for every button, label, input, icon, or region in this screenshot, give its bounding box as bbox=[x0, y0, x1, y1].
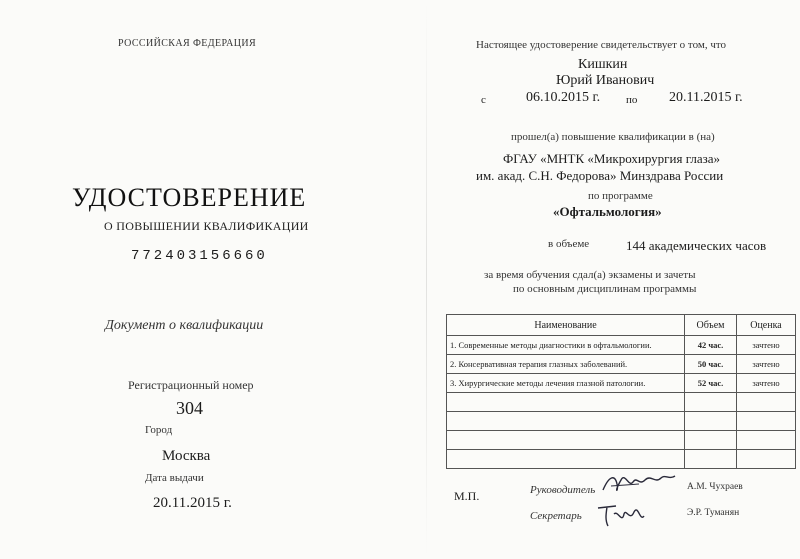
table-row-empty bbox=[447, 450, 796, 469]
volume-value: 144 академических часов bbox=[626, 238, 767, 253]
certificate-number: 772403156660 bbox=[131, 248, 268, 264]
discipline-grade: зачтено bbox=[737, 355, 796, 374]
table-header-row bbox=[447, 315, 796, 336]
exams-text-line-1: за время обучения сдал(а) экзамены и зачеты bbox=[484, 269, 696, 281]
organization-line-2: им. акад. С.Н. Федорова» Минздрава России bbox=[476, 168, 724, 183]
registration-number: 304 bbox=[176, 398, 203, 418]
country-heading: РОССИЙСКАЯ ФЕДЕРАЦИЯ bbox=[118, 38, 257, 49]
period-to-date: 20.11.2015 г. bbox=[669, 90, 743, 105]
stamp-label: М.П. bbox=[454, 489, 480, 503]
period-to-label: по bbox=[626, 94, 638, 106]
discipline-grade: зачтено bbox=[737, 336, 796, 355]
disciplines-table bbox=[446, 314, 796, 469]
issue-date: 20.11.2015 г. bbox=[153, 495, 232, 511]
program-name: «Офтальмология» bbox=[553, 204, 662, 219]
secretary-role-label: Секретарь bbox=[530, 510, 582, 522]
table-row bbox=[447, 336, 796, 355]
document-subtitle: О ПОВЫШЕНИИ КВАЛИФИКАЦИИ bbox=[104, 219, 309, 233]
header-name: Наименование bbox=[447, 315, 685, 336]
holder-surname: Кишкин bbox=[578, 57, 628, 72]
intro-text: Настоящее удостоверение свидетельствует о том, что bbox=[476, 39, 727, 51]
secretary-signature bbox=[594, 500, 654, 535]
head-signature bbox=[599, 470, 679, 503]
city-label: Город bbox=[145, 424, 173, 436]
discipline-grade: зачтено bbox=[737, 374, 796, 393]
table-row bbox=[447, 374, 796, 393]
header-grade: Оценка bbox=[737, 315, 796, 336]
discipline-name: 3. Хирургические методы лечения глазной патологии. bbox=[447, 374, 685, 393]
discipline-name: 2. Консервативная терапия глазных заболеваний. bbox=[447, 355, 685, 374]
issue-date-label: Дата выдачи bbox=[145, 472, 204, 484]
table-row-empty bbox=[447, 393, 796, 412]
document-type: Документ о квалификации bbox=[105, 318, 264, 333]
period-from-date: 06.10.2015 г. bbox=[526, 90, 601, 105]
table-row bbox=[447, 355, 796, 374]
document-title: УДОСТОВЕРЕНИЕ bbox=[72, 183, 307, 212]
discipline-hours: 52 час. bbox=[685, 374, 737, 393]
table-row-empty bbox=[447, 412, 796, 431]
passed-text: прошел(а) повышение квалификации в (на) bbox=[511, 131, 715, 143]
table-row-empty bbox=[447, 431, 796, 450]
page-fold bbox=[426, 0, 427, 559]
discipline-hours: 50 час. bbox=[685, 355, 737, 374]
head-name: А.М. Чухраев bbox=[687, 482, 743, 492]
volume-label: в объеме bbox=[548, 238, 590, 250]
registration-label: Регистрационный номер bbox=[128, 378, 254, 392]
organization-line-1: ФГАУ «МНТК «Микрохирургия глаза» bbox=[503, 151, 721, 166]
program-label: по программе bbox=[588, 190, 653, 202]
period-from-label: с bbox=[481, 94, 486, 106]
exams-text-line-2: по основным дисциплинам программы bbox=[513, 283, 697, 295]
city-value: Москва bbox=[162, 448, 211, 464]
head-role-label: Руководитель bbox=[530, 484, 596, 496]
secretary-name: Э.Р. Туманян bbox=[687, 508, 740, 518]
discipline-hours: 42 час. bbox=[685, 336, 737, 355]
holder-given-names: Юрий Иванович bbox=[556, 73, 655, 88]
discipline-name: 1. Современные методы диагностики в офтальмологии. bbox=[447, 336, 685, 355]
header-hours: Объем bbox=[685, 315, 737, 336]
